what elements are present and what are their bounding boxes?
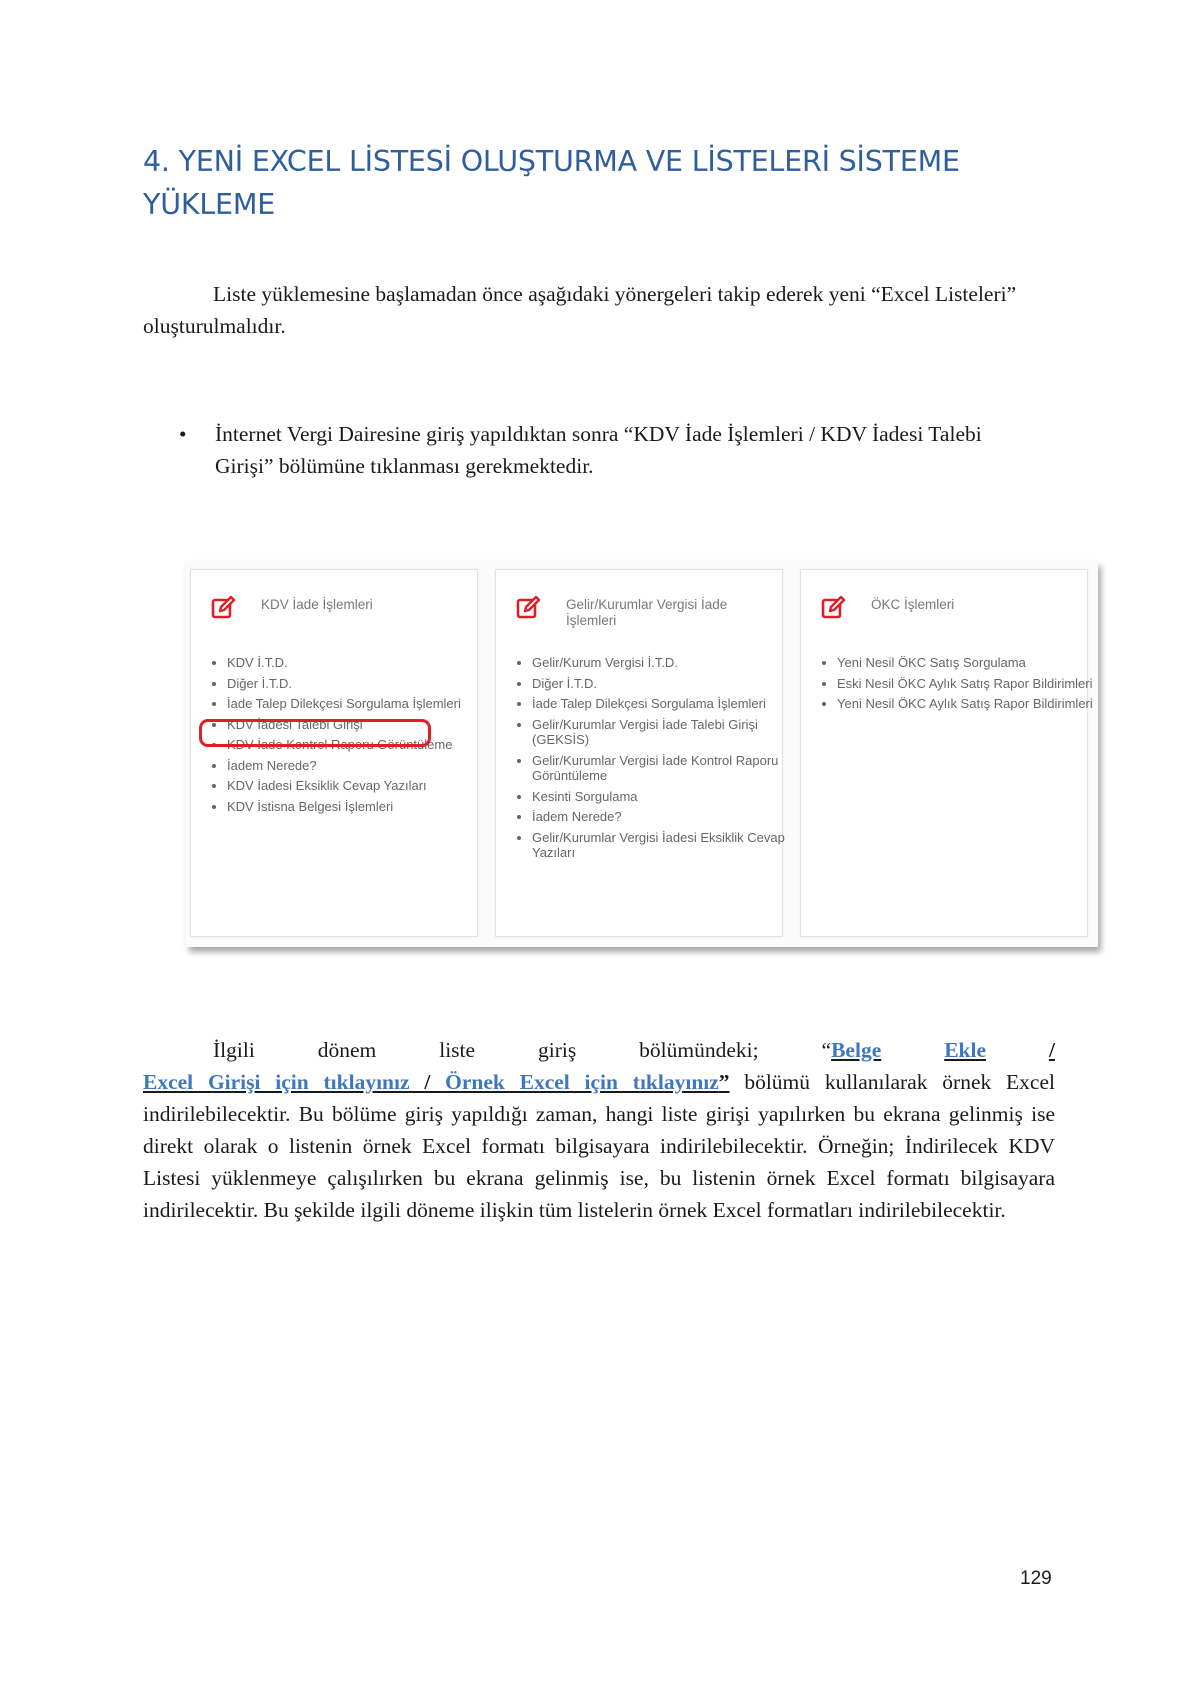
- menu-item-kdv-iadesi-talebi-girisi[interactable]: • KDV İadesi Talebi Girişi: [227, 717, 487, 733]
- paragraph-rest: bölümü kullanılarak örnek Excel indirilebilecektir. Bu bölüme giriş yapıldığı zaman, hangi liste girişi yapılırken bu ekrana gelinmiş ise direkt olarak o listenin örnek Excel formatı bilgisayara indirilebilecektir. Örneğin; İndirilecek KDV Listesi yüklenmeye çalışılırken bu ekrana gelinmiş ise, bu listenin örnek Excel formatı bilgisayara indirilecektir. Bu şekilde ilgili döneme ilişkin tüm listelerin örnek Excel formatları indirilebilecektir.: [143, 1070, 1055, 1222]
- edit-note-icon: [516, 594, 542, 620]
- menu-item-istisna-belgesi[interactable]: • KDV İstisna Belgesi İşlemleri: [227, 799, 487, 815]
- word: dönem: [317, 1038, 377, 1062]
- menu-item-yeni-nesil-rapor[interactable]: • Yeni Nesil ÖKC Aylık Satış Rapor Bildirimleri: [837, 696, 1097, 712]
- menu-item-diger-itd[interactable]: • Diğer İ.T.D.: [532, 676, 792, 692]
- paragraph-first-line: [143, 1034, 1055, 1066]
- link-separator-2: /: [409, 1070, 446, 1094]
- close-quote: ”: [718, 1070, 730, 1094]
- intro-paragraph: [143, 278, 1023, 342]
- menu-item-iadem-nerede[interactable]: • İadem Nerede?: [227, 758, 487, 774]
- bullet-symbol: •: [179, 422, 187, 446]
- open-quote: “: [821, 1038, 832, 1062]
- menu-item-yeni-nesil-satis[interactable]: • Yeni Nesil ÖKC Satış Sorgulama: [837, 655, 1097, 671]
- menu-item-kesinti-sorgulama[interactable]: • Kesinti Sorgulama: [532, 789, 792, 805]
- menu-item-eksiklik-cevap[interactable]: • Gelir/Kurumlar Vergisi İadesi Eksiklik Cevap Yazıları: [532, 830, 792, 861]
- menu-item-iade-kontrol-raporu[interactable]: • Gelir/Kurumlar Vergisi İade Kontrol Raporu Görüntüleme: [532, 753, 792, 784]
- menu-item-geksis[interactable]: • Gelir/Kurumlar Vergisi İade Talebi Girişi (GEKSİS): [532, 717, 792, 748]
- menu-item-iade-talep-dilekcesi[interactable]: • İade Talep Dilekçesi Sorgulama İşlemleri: [227, 696, 487, 712]
- edit-note-icon: [211, 594, 237, 620]
- menu-item-iade-talep-dilekcesi[interactable]: • İade Talep Dilekçesi Sorgulama İşlemleri: [532, 696, 792, 712]
- menu-item-eksiklik-cevap[interactable]: • KDV İadesi Eksiklik Cevap Yazıları: [227, 778, 487, 794]
- panel-okc-islemleri: [800, 569, 1093, 937]
- heading-line-2: YÜKLEME: [143, 188, 276, 221]
- paragraph-body: [143, 1066, 1055, 1226]
- word: bölümündeki;: [639, 1038, 759, 1062]
- word: liste: [439, 1038, 476, 1062]
- word: İlgili: [213, 1038, 255, 1062]
- menu-item-iadem-nerede[interactable]: • İadem Nerede?: [532, 809, 792, 825]
- panel-kdv-iade: [190, 569, 478, 937]
- highlight-circle: [199, 719, 431, 747]
- page-number: 129: [1020, 1568, 1052, 1589]
- panel-title: ÖKC İşlemleri: [871, 597, 955, 612]
- ekle-link[interactable]: Ekle: [944, 1038, 987, 1062]
- ornek-excel-link[interactable]: Örnek Excel için tıklayınız: [445, 1070, 719, 1094]
- menu-item-kdv-itd[interactable]: • KDV İ.T.D.: [227, 655, 487, 671]
- intro-text: Liste yüklemesine başlamadan önce aşağıdaki yönergeleri takip ederek yeni “Excel Listeleri” oluşturulmalıdır.: [143, 282, 1017, 338]
- panel-gelir-kurumlar-iade: [495, 569, 783, 937]
- section-heading: [143, 140, 1043, 226]
- link-separator: /: [1048, 1038, 1055, 1062]
- heading-line-1: 4. YENİ EXCEL LİSTESİ OLUŞTURMA VE LİSTELERİ SİSTEME: [143, 145, 960, 178]
- panel-list: [510, 655, 792, 866]
- menu-item-eski-nesil-rapor[interactable]: • Eski Nesil ÖKC Aylık Satış Rapor Bildirimleri: [837, 676, 1097, 692]
- embedded-screenshot: [186, 561, 1098, 947]
- panel-list: [815, 655, 1097, 717]
- menu-item-kdv-iade-kontrol-raporu[interactable]: • KDV İade Kontrol Raporu Görüntüleme: [227, 737, 487, 753]
- bullet-text: İnternet Vergi Dairesine giriş yapıldıktan sonra “KDV İade İşlemleri / KDV İadesi Talebi Girişi” bölümüne tıklanması gerekmektedir.: [215, 422, 982, 478]
- edit-note-icon: [821, 594, 847, 620]
- panel-title: KDV İade İşlemleri: [261, 597, 373, 612]
- belge-link[interactable]: Belge: [831, 1038, 882, 1062]
- excel-girisi-link[interactable]: Excel Girişi için tıklayınız: [143, 1070, 410, 1094]
- menu-item-diger-itd[interactable]: • Diğer İ.T.D.: [227, 676, 487, 692]
- download-paragraph: [143, 1034, 1055, 1226]
- panel-title: Gelir/Kurumlar Vergisi İade İşlemleri: [566, 597, 728, 628]
- word: giriş: [538, 1038, 577, 1062]
- menu-item-gelir-kurum-itd[interactable]: • Gelir/Kurum Vergisi İ.T.D.: [532, 655, 792, 671]
